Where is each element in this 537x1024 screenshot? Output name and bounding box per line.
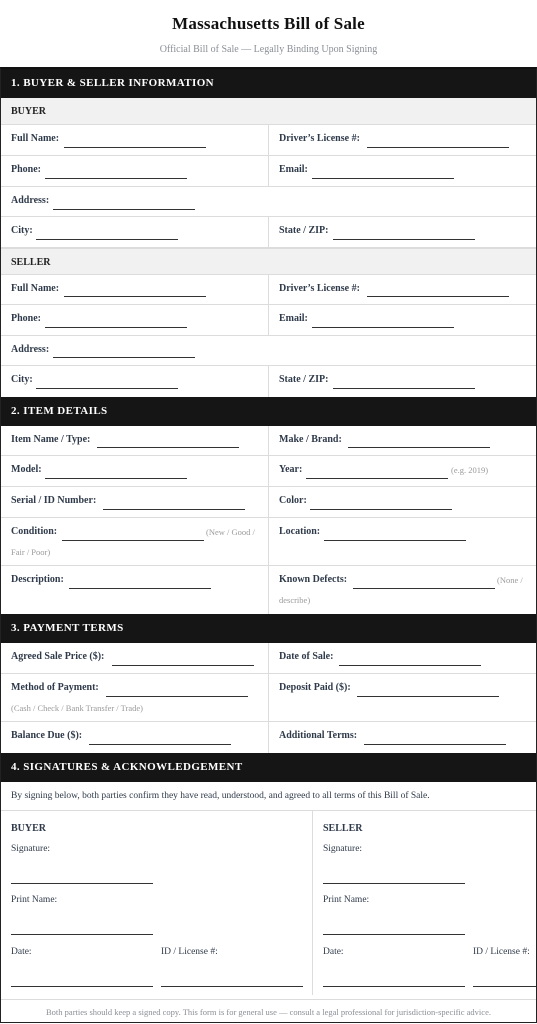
seller-id-license-field[interactable] (473, 986, 536, 987)
acknowledgement-row (1, 782, 536, 811)
buyer-address-label: Address: (11, 195, 50, 206)
bill-of-sale-form (0, 67, 537, 1023)
color-label: Color: (279, 495, 307, 506)
buyer-phone-field[interactable] (45, 178, 187, 179)
seller-row-contact (1, 305, 536, 336)
location-field[interactable] (324, 540, 466, 541)
item-row-description (1, 566, 536, 614)
make-brand-label: Make / Brand: (279, 434, 342, 445)
payment-row-price (1, 643, 536, 674)
seller-license-label: Driver’s License #: (279, 283, 360, 294)
condition-hint-cont: Fair / Poor) (11, 547, 51, 557)
buyer-state-zip-field[interactable] (333, 239, 475, 240)
item-name-field[interactable] (97, 447, 239, 448)
buyer-signature-block (1, 811, 312, 995)
serial-label: Serial / ID Number: (11, 495, 97, 506)
buyer-subheading: BUYER (1, 98, 536, 125)
buyer-full-name-field[interactable] (64, 147, 206, 148)
buyer-id-license-label: ID / License #: (161, 947, 218, 957)
buyer-full-name-label: Full Name: (11, 133, 60, 144)
seller-address-label: Address: (11, 344, 50, 355)
item-name-label: Item Name / Type: (11, 434, 91, 445)
year-label: Year: (279, 464, 303, 475)
buyer-license-label: Driver’s License #: (279, 133, 360, 144)
item-row-model (1, 456, 536, 487)
buyer-city-label: City: (11, 225, 33, 236)
seller-phone-label: Phone: (11, 313, 41, 324)
item-row-name (1, 426, 536, 456)
seller-email-label: Email: (279, 313, 308, 324)
seller-row-address (1, 336, 536, 366)
condition-field[interactable] (62, 540, 204, 541)
seller-signature-field[interactable] (323, 883, 465, 884)
seller-phone-field[interactable] (45, 327, 187, 328)
buyer-row-name (1, 125, 536, 156)
footer-note: Both parties should keep a signed copy. This form is for general use — consult a legal professional for jurisdiction-specific advice. (1, 999, 536, 1023)
location-label: Location: (279, 526, 321, 537)
model-label: Model: (11, 464, 42, 475)
seller-signature-label: Signature: (323, 844, 363, 854)
buyer-email-field[interactable] (312, 178, 454, 179)
model-field[interactable] (45, 478, 187, 479)
agreed-price-label: Agreed Sale Price ($): (11, 651, 105, 662)
buyer-phone-label: Phone: (11, 164, 41, 175)
page-subtitle: Official Bill of Sale — Legally Binding Upon Signing (159, 44, 378, 55)
seller-state-zip-field[interactable] (333, 388, 475, 389)
agreed-price-field[interactable] (112, 665, 254, 666)
description-label: Description: (11, 574, 64, 585)
condition-label: Condition: (11, 526, 58, 537)
buyer-date-field[interactable] (11, 986, 153, 987)
date-of-sale-label: Date of Sale: (279, 651, 334, 662)
buyer-print-name-field[interactable] (11, 934, 153, 935)
seller-license-field[interactable] (367, 296, 509, 297)
seller-full-name-field[interactable] (64, 296, 206, 297)
seller-city-label: City: (11, 374, 33, 385)
seller-address-field[interactable] (53, 357, 195, 358)
buyer-email-label: Email: (279, 164, 308, 175)
deposit-paid-label: Deposit Paid ($): (279, 682, 351, 693)
seller-full-name-label: Full Name: (11, 283, 60, 294)
buyer-row-address (1, 187, 536, 217)
known-defects-hint-cont: describe) (279, 595, 311, 605)
seller-state-zip-label: State / ZIP: (279, 374, 329, 385)
buyer-print-name-label: Print Name: (11, 895, 58, 905)
buyer-signature-heading: BUYER (11, 823, 47, 834)
seller-subheading: SELLER (1, 248, 536, 275)
seller-city-field[interactable] (36, 388, 178, 389)
buyer-date-label: Date: (11, 947, 32, 957)
form-header (0, 0, 537, 67)
balance-due-field[interactable] (89, 744, 231, 745)
section-4-heading: 4. SIGNATURES & ACKNOWLEDGEMENT (1, 753, 536, 782)
year-hint: (e.g. 2019) (451, 465, 489, 475)
seller-row-name (1, 275, 536, 305)
buyer-license-field[interactable] (367, 147, 509, 148)
date-of-sale-field[interactable] (339, 665, 481, 666)
buyer-state-zip-label: State / ZIP: (279, 225, 329, 236)
seller-signature-block (312, 811, 536, 995)
buyer-city-field[interactable] (36, 239, 178, 240)
known-defects-label: Known Defects: (279, 574, 348, 585)
balance-due-label: Balance Due ($): (11, 730, 83, 741)
deposit-paid-field[interactable] (357, 696, 499, 697)
page-title: Massachusetts Bill of Sale (172, 14, 365, 33)
seller-signature-heading: SELLER (323, 823, 363, 834)
acknowledgement-text: By signing below, both parties confirm they have read, understood, and agreed to all terms of this Bill of Sale. (11, 791, 430, 801)
buyer-row-city (1, 217, 536, 248)
additional-terms-label: Additional Terms: (279, 730, 358, 741)
payment-method-field[interactable] (106, 696, 248, 697)
year-field[interactable] (306, 478, 448, 479)
buyer-id-license-field[interactable] (161, 986, 303, 987)
buyer-signature-field[interactable] (11, 883, 153, 884)
section-3-heading: 3. PAYMENT TERMS (1, 614, 536, 643)
seller-id-license-label: ID / License #: (473, 947, 530, 957)
seller-email-field[interactable] (312, 327, 454, 328)
buyer-signature-label: Signature: (11, 844, 51, 854)
serial-field[interactable] (103, 509, 245, 510)
color-field[interactable] (310, 509, 452, 510)
seller-date-field[interactable] (323, 986, 465, 987)
seller-date-label: Date: (323, 947, 344, 957)
item-row-condition (1, 518, 536, 566)
seller-print-name-label: Print Name: (323, 895, 370, 905)
condition-hint: (New / Good / (206, 527, 255, 537)
item-row-serial (1, 487, 536, 518)
payment-row-balance (1, 722, 536, 753)
seller-row-city (1, 366, 536, 397)
payment-row-method (1, 674, 536, 722)
additional-terms-field[interactable] (364, 744, 506, 745)
known-defects-field[interactable] (353, 588, 495, 589)
buyer-row-contact (1, 156, 536, 187)
section-1-heading: 1. BUYER & SELLER INFORMATION (1, 69, 536, 98)
seller-print-name-field[interactable] (323, 934, 465, 935)
description-field[interactable] (69, 588, 211, 589)
known-defects-hint: (None / (497, 575, 523, 585)
make-brand-field[interactable] (348, 447, 490, 448)
payment-method-label: Method of Payment: (11, 682, 99, 693)
section-2-heading: 2. ITEM DETAILS (1, 397, 536, 426)
buyer-address-field[interactable] (53, 209, 195, 210)
payment-method-hint: (Cash / Check / Bank Transfer / Trade) (11, 703, 143, 713)
